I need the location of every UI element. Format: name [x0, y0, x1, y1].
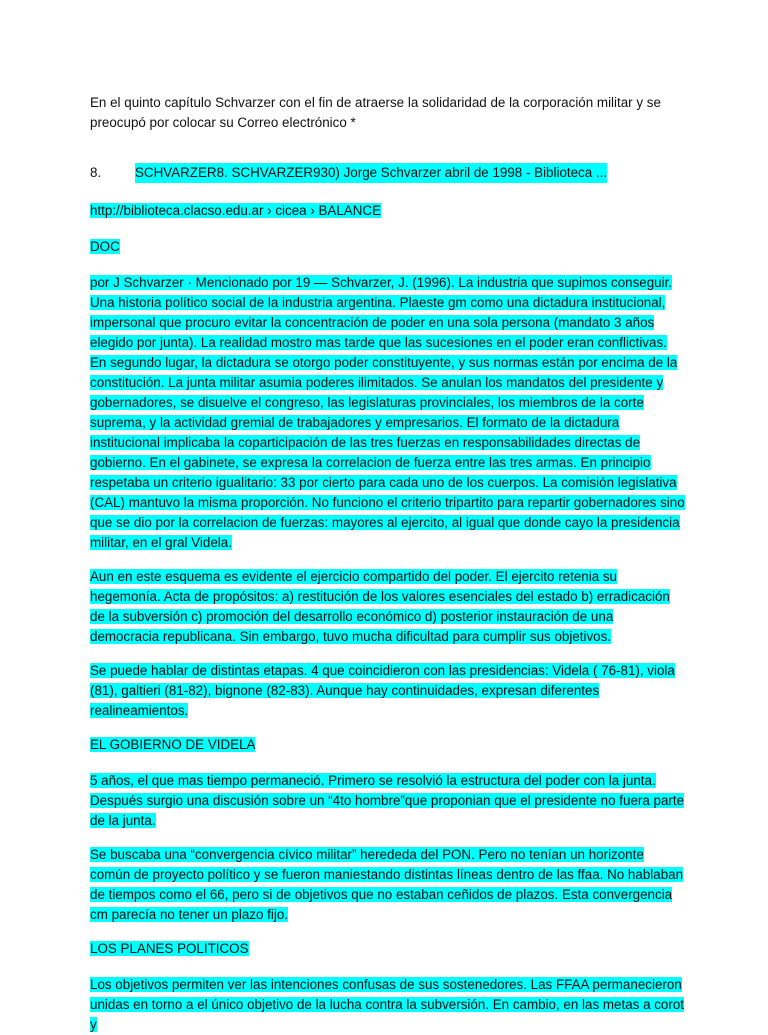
reference-number: 8. — [90, 165, 102, 180]
body-paragraph-1 — [90, 273, 686, 553]
body-paragraph-4 — [90, 771, 686, 831]
reference-doc-label: DOC — [90, 239, 120, 254]
body-paragraph-text: por J Schvarzer · Mencionado por 19 — Schvarzer, J. (1996). La industria que supimos conseguir. Una historia político social de la industria argentina. Plaeste gm como una dictadura institucional, impersonal que procuro evitar la concentración de poder en una sola persona (mandato 3 años elegido por junta). La realidad mostro mas tarde que las sucesiones en el poder eran conflictivas. En segundo lugar, la dictadura se otorgo poder constituyente, y sus normas están por encima de la constitución. La junta militar asumia poderes ilimitados. Se anulan los mandatos del presidente y gobernadores, se disuelve el congreso, las legislaturas provinciales, los miembros de la corte suprema, y la actividad gremial de trabajadores y empresarios. El formato de la dictadura institucional implicaba la coparticipación de las tres fuerzas en responsabilidades directas de gobierno. En el gabinete, se expresa la correlacion de fuerza entre las tres armas. En principio respetaba un criterio igualitario: 33 por cierto para cada uno de los cuerpos. La comisión legislativa (CAL) mantuvo la misma proporción. No funciono el criterio tripartito para repartir gobernadores sino que se dio por la correlacion de fuerzas: mayores al ejercito, al igual que donde cayo la presidencia militar, en el gral Videla. — [90, 275, 685, 550]
body-paragraph-text: Se buscaba una “convergencia cívico militar” herededa del PON. Pero no tenían un horizonte común de proyecto político y se fueron maniestando distintas líneas dentro de las ffaa. No hablaban de tiempos como el 66, pero si de objetivos que no estaban ceñidos de plazos. Esta convergencia cm parecía no tener un plazo fijo. — [90, 847, 684, 922]
section-heading-videla — [90, 735, 686, 755]
section-heading-text: EL GOBIERNO DE VIDELA — [90, 737, 256, 752]
section-heading-planes — [90, 939, 686, 959]
reference-title: SCHVARZER8. SCHVARZER930) Jorge Schvarzer abril de 1998 - Biblioteca ... — [135, 163, 607, 183]
intro-paragraph — [90, 93, 686, 133]
truncated-paragraph-container — [90, 975, 686, 1032]
body-paragraph-text: Se puede hablar de distintas etapas. 4 que coincidieron con las presidencias: Videla ( 76-81), viola (81), galtieri (81-82), bignone (82-83). Aunque hay continuidades, expresan diferentes realineamientos. — [90, 663, 675, 718]
reference-url-paragraph — [90, 201, 686, 221]
body-paragraph-text: Aun en este esquema es evidente el ejercicio compartido del poder. El ejercito retenia su hegemonía. Acta de propósitos: a) restitución de los valores esenciales del estado b) erradicación de la subversión c) promoción del desarrollo económico d) posterior instauración de una democracia republicana. Sin embargo, tuvo mucha dificultad para cumplir sus objetivos. — [90, 569, 670, 644]
intro-text: En el quinto capítulo Schvarzer con el fin de atraerse la solidaridad de la corporación militar y se preocupó por colocar su Correo electrónico * — [90, 95, 661, 130]
body-paragraph-3 — [90, 661, 686, 721]
body-paragraph-text: 5 años, el que mas tiempo permaneció. Primero se resolvió la estructura del poder con la junta. Después surgio una discusión sobre un “4to hombre”que proponian que el presidente no fuera parte de la junta. — [90, 773, 685, 828]
body-paragraph-5 — [90, 845, 686, 925]
reference-url[interactable]: http://biblioteca.clacso.edu.ar › cicea › BALANCE — [90, 203, 382, 218]
reference-doc-paragraph — [90, 237, 686, 257]
body-paragraph-2 — [90, 567, 686, 647]
body-paragraph-6 — [90, 975, 686, 1035]
body-paragraph-text: Los objetivos permiten ver las intenciones confusas de sus sostenedores. Las FFAA permanecieron unidas en torno a el único objetivo de la lucha contra la subversión. En cambio, en las metas a corot y — [90, 977, 685, 1032]
section-heading-text: LOS PLANES POLITICOS — [90, 941, 249, 956]
reference-line — [90, 163, 686, 183]
